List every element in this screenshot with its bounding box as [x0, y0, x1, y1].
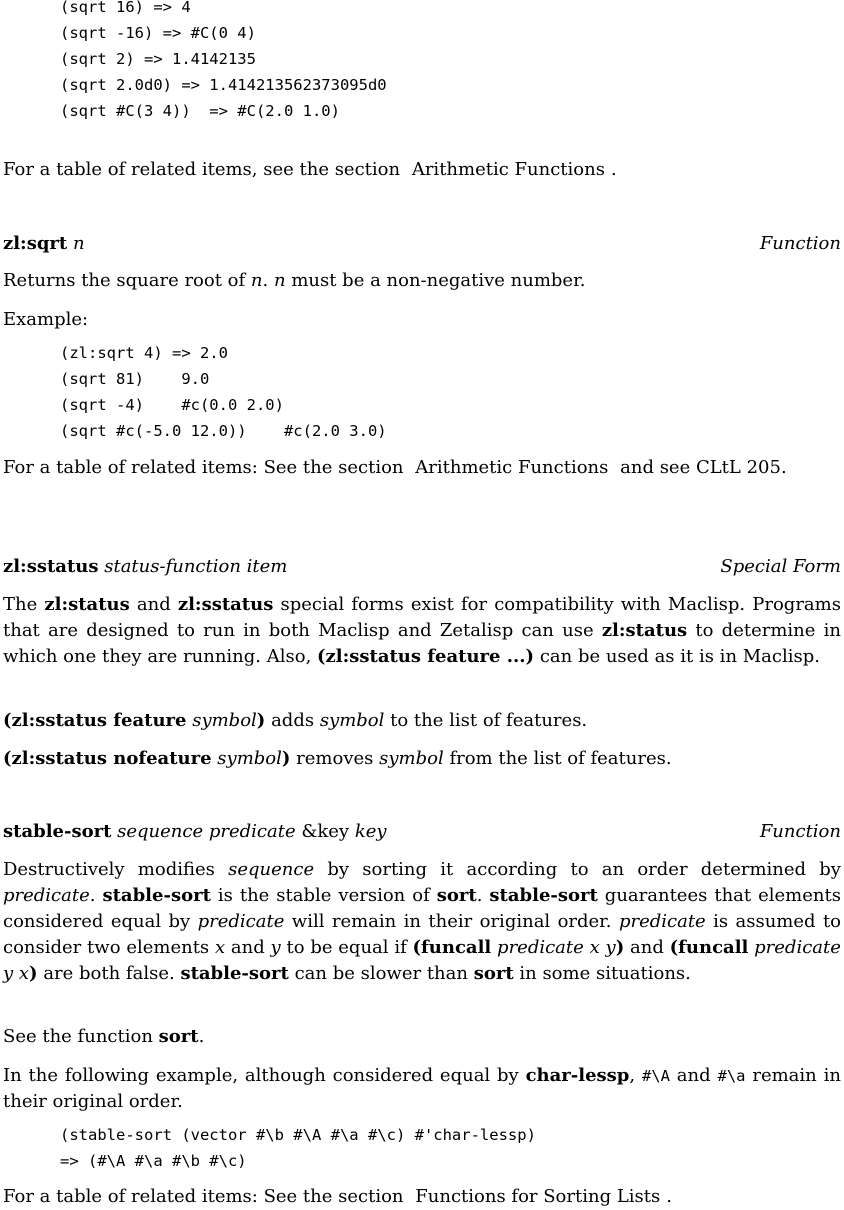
- xref-arithmetic-functions[interactable]: Arithmetic Functions: [411, 159, 605, 180]
- stable-sort-p3: [3, 1063, 841, 1115]
- arg: symbol: [379, 748, 444, 769]
- term: ): [281, 748, 291, 769]
- text: See the function: [3, 1026, 153, 1047]
- term: sort: [158, 1026, 199, 1047]
- related-text: For a table of related items: See the section: [3, 457, 404, 478]
- term: zl:status: [601, 620, 688, 641]
- text: must be a non-negative number.: [291, 270, 586, 291]
- entry-name: zl:sstatus: [3, 556, 99, 577]
- term: (funcall: [669, 937, 749, 958]
- term: zl:sstatus: [177, 594, 274, 615]
- code-literal: #\A: [641, 1067, 670, 1085]
- sqrt-related-items: [3, 157, 841, 183]
- entry-args: key: [354, 821, 387, 842]
- related-text: For a table of related items, see the section: [3, 159, 401, 180]
- text: ,: [629, 1065, 636, 1086]
- stable-sort-examples: [3, 1122, 841, 1174]
- arg: n: [273, 270, 286, 291]
- term: zl:status: [44, 594, 130, 615]
- related-text-end: and see CLtL 205.: [620, 457, 787, 478]
- xref-functions-for-sorting-lists[interactable]: Functions for Sorting Lists: [415, 1186, 661, 1207]
- code-line: (zl:sqrt 4) => 2.0: [60, 344, 228, 362]
- arg: sequence: [228, 859, 315, 880]
- entry-args: n: [72, 233, 85, 254]
- arg: n: [250, 270, 263, 291]
- term: (zl:sstatus nofeature: [3, 748, 212, 769]
- zl-sstatus-p2: [3, 708, 841, 734]
- text: special forms exist for compatibility with Maclisp. Programs that are designed to run in both Maclisp and Zetalisp can use: [3, 594, 841, 641]
- text: by sorting it according to an order determined by: [327, 859, 841, 880]
- zl-sstatus-p3: [3, 746, 841, 772]
- arg: predicate x y: [497, 937, 616, 958]
- text: removes: [296, 748, 374, 769]
- text: Returns the square root of: [3, 270, 246, 291]
- entry-heading: [3, 554, 841, 580]
- code-line: (sqrt -16) => #C(0 4): [60, 24, 256, 42]
- entry-name: stable-sort: [3, 821, 112, 842]
- entry-name: zl:sqrt: [3, 233, 68, 254]
- term: stable-sort: [489, 885, 598, 906]
- entry-kind: Function: [759, 233, 841, 254]
- term: ): [256, 710, 266, 731]
- text: to the list of features.: [390, 710, 588, 731]
- code-literal: #\a: [717, 1067, 746, 1085]
- entry-kind: Function: [759, 821, 841, 842]
- code-line: => (#\A #\a #\b #\c): [60, 1152, 247, 1170]
- text: is assumed to consider two elements: [3, 911, 842, 958]
- text: in some situations.: [519, 963, 691, 984]
- text: can be slower than: [294, 963, 468, 984]
- stable-sort-p1: [3, 857, 841, 987]
- arg: x: [214, 937, 226, 958]
- entry-heading: [3, 819, 841, 845]
- text: .: [262, 270, 269, 291]
- entry-args: sequence predicate: [117, 821, 296, 842]
- zl-sqrt-example-label: [3, 307, 841, 333]
- code-line: (sqrt -4) #c(0.0 2.0): [60, 396, 284, 414]
- term: ): [615, 937, 625, 958]
- term: stable-sort: [180, 963, 289, 984]
- term: (zl:sstatus feature ...): [317, 646, 535, 667]
- code-line: (sqrt 2.0d0) => 1.414213562373095d0: [60, 76, 387, 94]
- entry-args: status-function item: [104, 556, 288, 577]
- arg: y: [270, 937, 281, 958]
- text: The: [3, 594, 38, 615]
- text: .: [476, 885, 483, 906]
- related-text: For a table of related items: See the section: [3, 1186, 404, 1207]
- stable-sort-entry: [3, 819, 841, 845]
- zl-sstatus-p1: [3, 592, 841, 670]
- code-line: (sqrt #c(-5.0 12.0)) #c(2.0 3.0): [60, 422, 387, 440]
- stable-sort-related-items: [3, 1184, 841, 1210]
- text: remain in their original order.: [3, 1065, 841, 1112]
- text: In the following example, although considered equal by: [3, 1065, 519, 1086]
- arg: symbol: [319, 710, 385, 731]
- text: guarantees that elements considered equal by: [3, 885, 841, 932]
- arg: predicate: [618, 911, 706, 932]
- entry-heading: [3, 231, 841, 257]
- code-line: (stable-sort (vector #\b #\A #\a #\c) #'char-lessp): [60, 1126, 536, 1144]
- zl-sstatus-entry: [3, 554, 841, 580]
- term: (funcall: [412, 937, 492, 958]
- example-label: Example:: [3, 309, 89, 330]
- arg: symbol: [217, 748, 282, 769]
- term: ): [29, 963, 38, 984]
- text: is the stable version of: [217, 885, 430, 906]
- term: sort: [436, 885, 477, 906]
- term: stable-sort: [102, 885, 211, 906]
- entry-kind: Special Form: [720, 556, 841, 577]
- text: and: [136, 594, 171, 615]
- code-line: (sqrt 16) => 4: [60, 0, 191, 16]
- arg: predicate: [3, 885, 90, 906]
- zl-sqrt-description: [3, 268, 841, 294]
- text: from the list of features.: [449, 748, 672, 769]
- term: sort: [473, 963, 514, 984]
- zl-sqrt-entry: [3, 231, 841, 257]
- code-line: (sqrt 2) => 1.4142135: [60, 50, 256, 68]
- text: Destructively modifies: [3, 859, 215, 880]
- term: char-lessp: [525, 1065, 630, 1086]
- text: to be equal if: [286, 937, 407, 958]
- arg: predicate y x: [3, 937, 841, 984]
- stable-sort-p2: [3, 1024, 841, 1050]
- text: can be used as it is in Maclisp.: [539, 646, 820, 667]
- entry-key: &key: [301, 821, 350, 842]
- related-text-end: .: [610, 159, 617, 180]
- arg: symbol: [192, 710, 257, 731]
- text: are both false.: [43, 963, 175, 984]
- text: and: [676, 1065, 711, 1086]
- zl-sqrt-examples: [3, 340, 841, 444]
- zl-sqrt-related-items: [3, 455, 841, 481]
- text: .: [89, 885, 96, 906]
- xref-arithmetic-functions[interactable]: Arithmetic Functions: [415, 457, 609, 478]
- text: and: [630, 937, 664, 958]
- sqrt-examples: [3, 0, 841, 124]
- related-text-end: .: [666, 1186, 672, 1207]
- text: and: [230, 937, 265, 958]
- code-line: (sqrt 81) 9.0: [60, 370, 210, 388]
- text: to determine in which one they are running. Also,: [3, 620, 841, 667]
- arg: predicate: [197, 911, 285, 932]
- term: (zl:sstatus feature: [3, 710, 187, 731]
- code-line: (sqrt #C(3 4)) => #C(2.0 1.0): [60, 102, 340, 120]
- text: will remain in their original order.: [291, 911, 612, 932]
- text: adds: [271, 710, 315, 731]
- text: .: [198, 1026, 205, 1047]
